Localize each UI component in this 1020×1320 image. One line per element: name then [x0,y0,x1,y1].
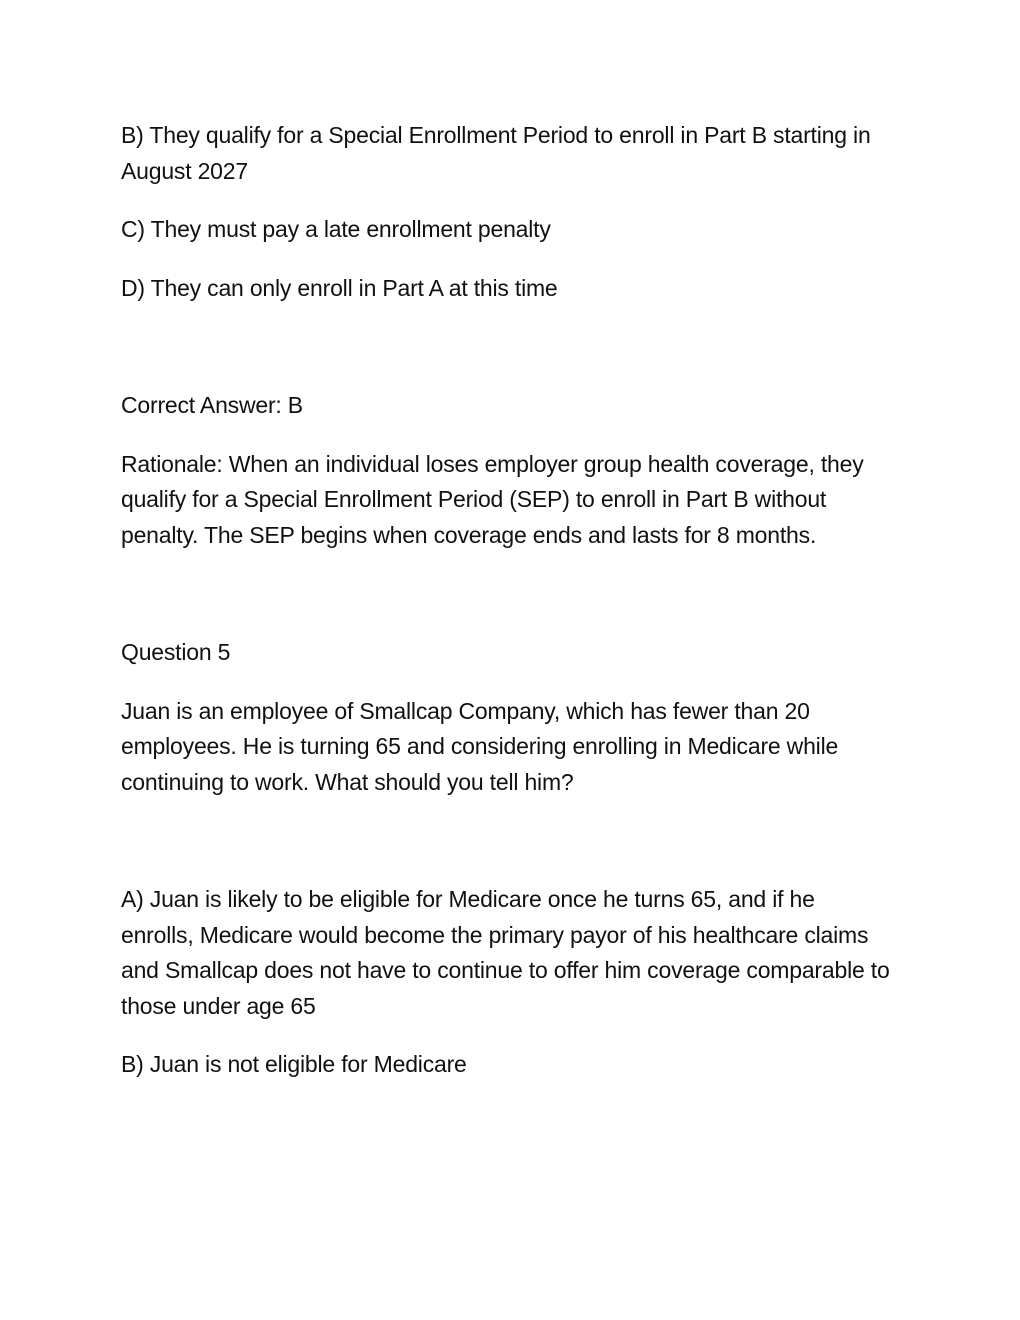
section-spacer [121,306,891,388]
document-body [121,118,891,1083]
correct-answer: Correct Answer: B [121,392,303,418]
paragraph-spacer [121,671,891,694]
answer-option-b: B) They qualify for a Special Enrollment Period to enroll in Part B starting in August 2027 [121,122,871,184]
paragraph-spacer [121,189,891,212]
section-spacer [121,800,891,882]
answer-option-d: D) They can only enroll in Part A at this time [121,274,558,301]
section-spacer [121,553,891,635]
answer-option-c: C) They must pay a late enrollment penalty [121,216,551,242]
question-text: Juan is an employee of Smallcap Company, which has fewer than 20 employees. He is turning 65 and considering enrolling in Medicare while continuing to work. What should you tell him? [121,697,839,795]
paragraph-spacer [121,424,891,447]
paragraph-spacer [121,1024,891,1047]
answer-option-a: A) Juan is likely to be eligible for Medicare once he turns 65, and if he enrolls, Medicare would become the primary payor of his healthcare claims and Smallcap does not have to continue to offer him coverage comparable to those under age 65 [121,886,890,1019]
rationale: Rationale: When an individual loses employer group health coverage, they qualify for a Special Enrollment Period (SEP) to enroll in Part B without penalty. The SEP begins when coverage ends and lasts for 8 months. [121,450,864,548]
paragraph-spacer [121,248,891,271]
question-heading: Question 5 [121,639,231,665]
answer-option-b-question-5: B) Juan is not eligible for Medicare [121,1051,467,1077]
